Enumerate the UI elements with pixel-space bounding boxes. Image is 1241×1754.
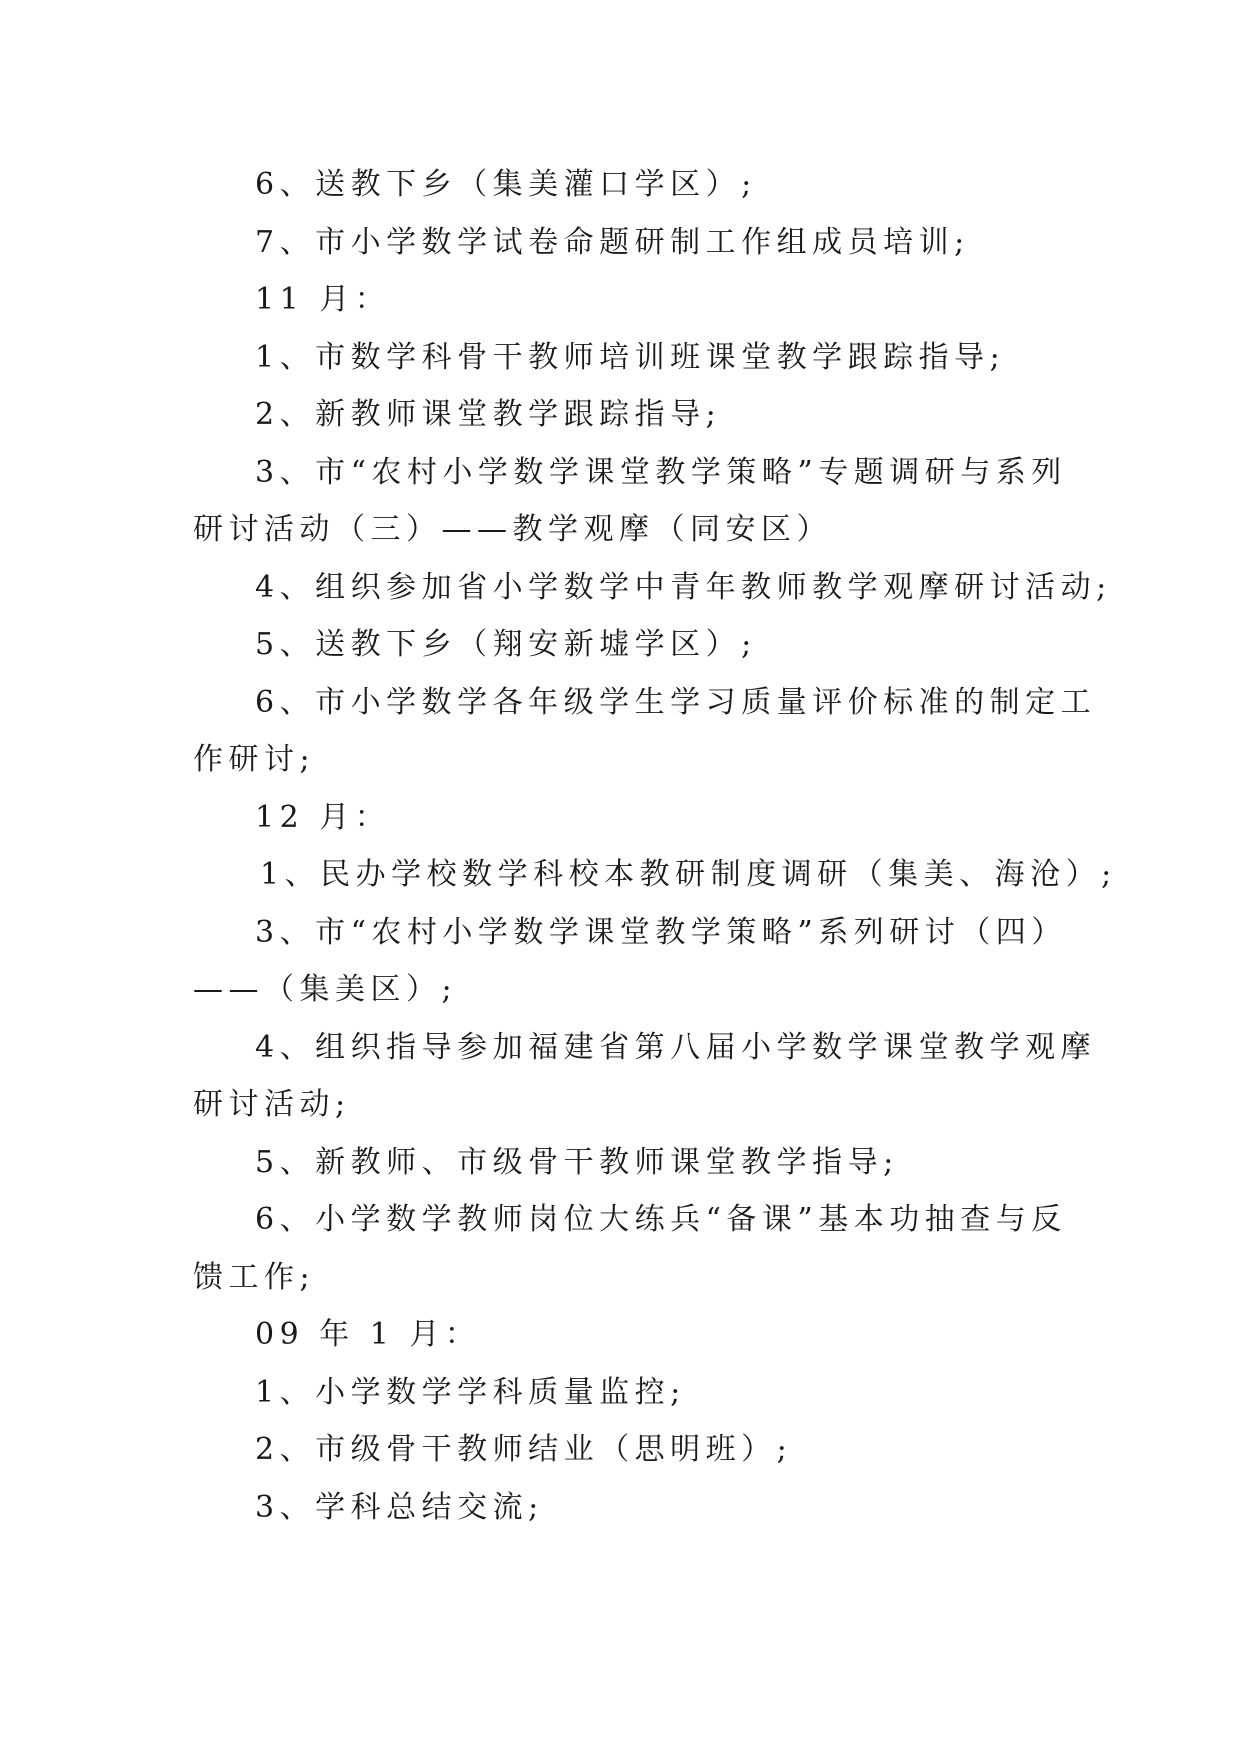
list-item-oct-7: 7、市小学数学试卷命题研制工作组成员培训; [255, 224, 970, 260]
list-item-dec-6-continued: 馈工作; [193, 1259, 316, 1295]
list-item-jan-2: 2、市级骨干教师结业（思明班）; [255, 1432, 793, 1467]
list-item-dec-5: 5、新教师、市级骨干教师课堂教学指导; [255, 1144, 899, 1180]
list-item-nov-3: 3、市“农村小学数学课堂教学策略”专题调研与系列 [255, 454, 1067, 490]
list-item-nov-2: 2、新教师课堂教学跟踪指导; [255, 397, 722, 432]
list-item-nov-1: 1、市数学科骨干教师培训班课堂教学跟踪指导; [255, 339, 1006, 375]
list-item-nov-3-continued: 研讨活动（三）——教学观摩（同安区） [193, 512, 832, 547]
month-heading-nov: 11 月： [255, 282, 391, 317]
list-item-dec-3: 3、市“农村小学数学课堂教学策略”系列研讨（四） [255, 914, 1067, 950]
list-item-nov-6: 6、市小学数学各年级学生学习质量评价标准的制定工 [255, 684, 1097, 720]
document-body [193, 156, 1117, 1536]
list-item-oct-6: 6、送教下乡（集美灌口学区）; [255, 167, 757, 202]
list-item-dec-4-continued: 研讨活动; [193, 1087, 351, 1122]
month-heading-dec: 12 月： [255, 799, 391, 835]
month-heading-jan-09: 09 年 1 月： [255, 1317, 481, 1352]
list-item-dec-3-continued: ——（集美区）; [193, 972, 458, 1007]
list-item-nov-5: 5、送教下乡（翔安新墟学区）; [255, 627, 757, 662]
list-item-nov-4: 4、组织参加省小学数学中青年教师教学观摩研讨活动; [255, 569, 1112, 605]
list-item-dec-1: 1、民办学校数学科校本教研制度调研（集美、海沧）; [260, 857, 1117, 892]
list-item-nov-6-continued: 作研讨; [193, 742, 316, 777]
list-item-jan-3: 3、学科总结交流; [255, 1489, 544, 1525]
list-item-jan-1: 1、小学数学学科质量监控; [255, 1374, 686, 1410]
list-item-dec-6: 6、小学数学教师岗位大练兵“备课”基本功抽查与反 [255, 1202, 1067, 1237]
list-item-dec-4: 4、组织指导参加福建省第八届小学数学课堂教学观摩 [255, 1029, 1097, 1065]
